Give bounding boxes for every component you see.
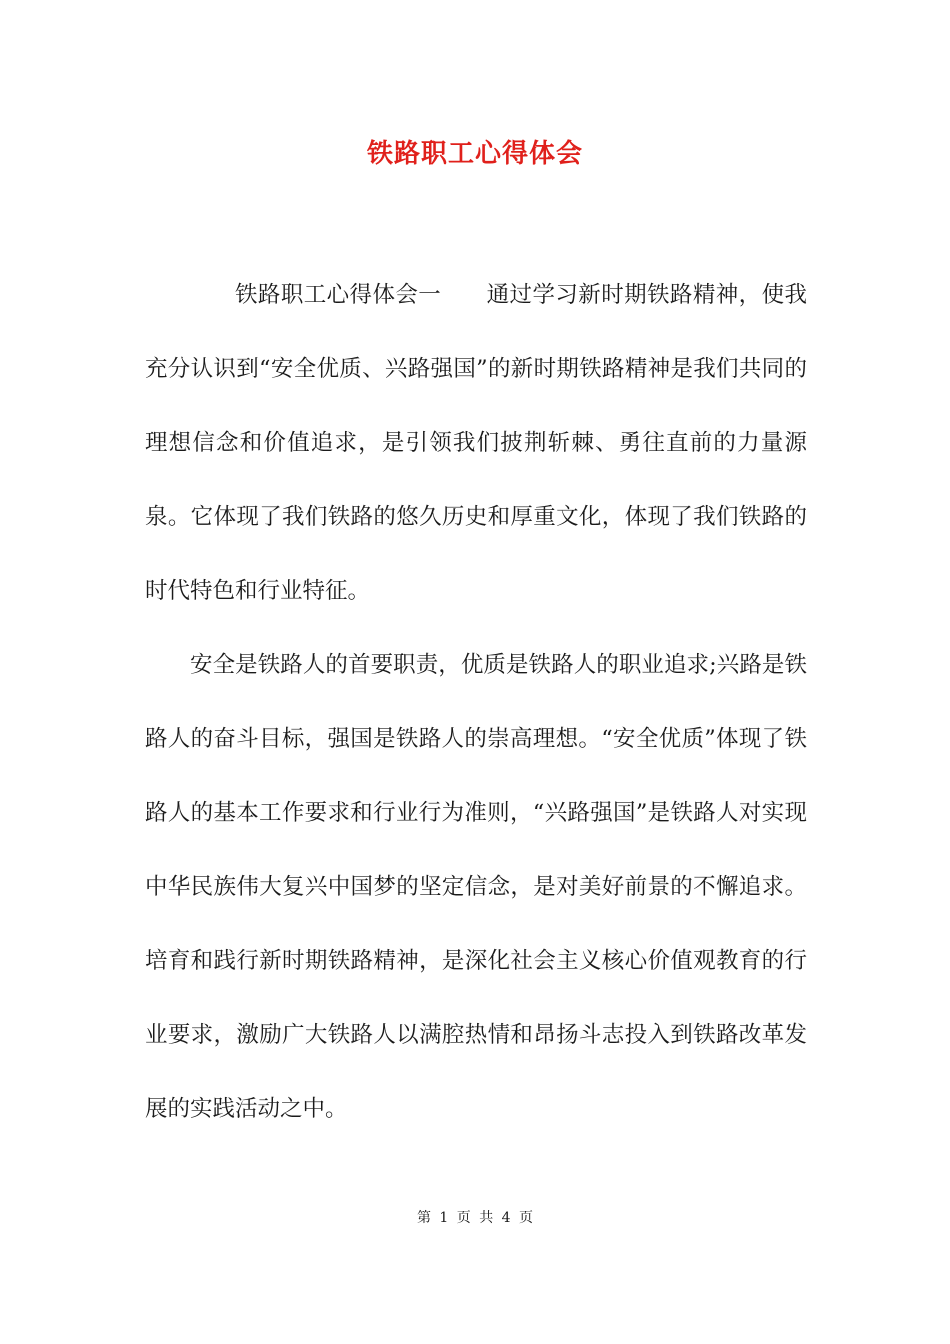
document-title: 铁路职工心得体会 bbox=[366, 139, 583, 169]
paragraph-1 bbox=[145, 258, 807, 628]
page-number: 第 1 页 共 4 页 bbox=[416, 1210, 534, 1226]
paragraph-1-text: 通过学习新时期铁路精神，使我充分认识到“安全优质、兴路强国”的新时期铁路精神是我们共同的理想信念和价值追求，是引领我们披荆斩棘、勇往直前的力量源泉。它体现了我们铁路的悠久历史和厚重文化，体现了我们铁路的时代特色和行业特征。 bbox=[145, 282, 807, 604]
paragraph-1-heading: 铁路职工心得体会一 bbox=[235, 282, 442, 308]
paragraph-2: 安全是铁路人的首要职责，优质是铁路人的职业追求;兴路是铁路人的奋斗目标，强国是铁路人的崇高理想。“安全优质”体现了铁路人的基本工作要求和行业行为准则，“兴路强国”是铁路人对实现中华民族伟大复兴中国梦的坚定信念，是对美好前景的不懈追求。 培育和践行新时期铁路精神，是深化社会主义核心价值观教育的行业要求，激励广大铁路人以满腔热情和昂扬斗志投入到铁路改革发展的实践活动之中。 bbox=[145, 652, 807, 1122]
